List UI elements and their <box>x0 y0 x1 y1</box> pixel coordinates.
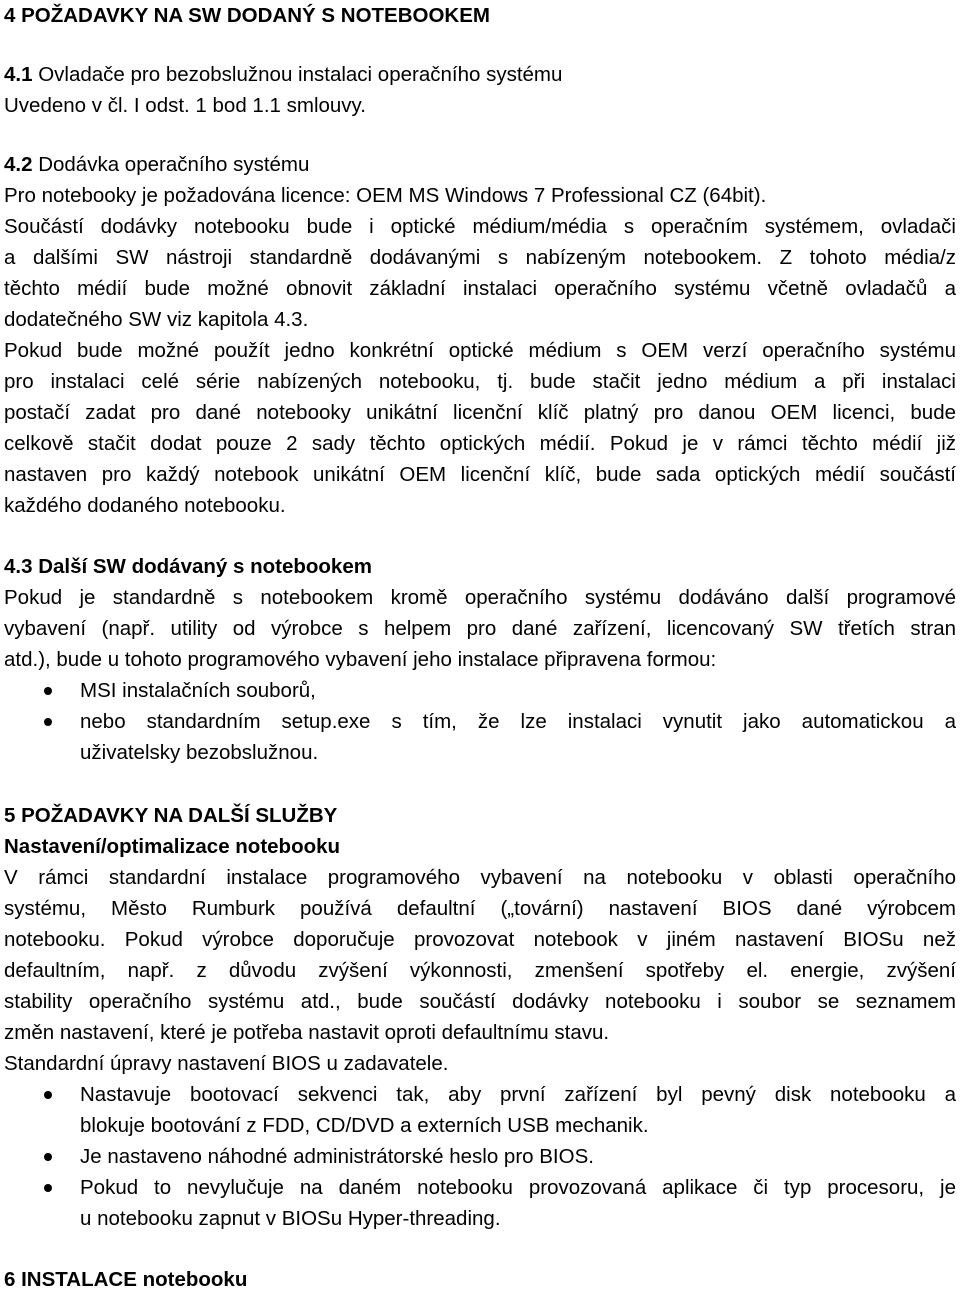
text-line: Pokud je standardně s notebookem kromě operačního systému dodáváno další programové <box>4 586 956 609</box>
text-line: systému, Město Rumburk používá defaultní („tovární) nastavení BIOS dané výrobcem <box>4 897 956 920</box>
text-line: Pro notebooky je požadována licence: OEM MS Windows 7 Professional CZ (64bit). <box>4 184 767 207</box>
list-item: Pokud to nevylučuje na daném notebooku provozovaná aplikace či typ procesoru, je <box>80 1176 956 1199</box>
text-line: vybavení (např. utility od výrobce s helpem pro dané zařízení, licencovaný SW třetích stran <box>4 617 956 640</box>
list-item: nebo standardním setup.exe s tím, že lze instalaci vynutit jako automatickou a <box>80 710 956 733</box>
text-line: Pokud bude možné použít jedno konkrétní optické médium s OEM verzí operačního systému <box>4 339 956 362</box>
text-line: Standardní úpravy nastavení BIOS u zadavatele. <box>4 1052 449 1075</box>
text-line: a dalšími SW nástroji standardně dodávanými s nabízeným notebookem. Z tohoto média/z <box>4 246 956 269</box>
text-line: změn nastavení, které je potřeba nastavit oproti defaultnímu stavu. <box>4 1021 610 1044</box>
list-item-continuation: blokuje bootování z FDD, CD/DVD a externích USB mechanik. <box>80 1114 649 1137</box>
subsection-4-2-heading <box>4 149 956 180</box>
subsection-4-2-number: 4.2 <box>4 153 33 176</box>
text-line: defaultním, např. z důvodu zvýšení výkonnosti, zmenšení spotřeby el. energie, zvýšení <box>4 959 956 982</box>
text-line: notebooku. Pokud výrobce doporučuje provozovat notebook v jiném nastavení BIOSu než <box>4 928 956 951</box>
subsection-4-1-text: Uvedeno v čl. I odst. 1 bod 1.1 smlouvy. <box>4 94 366 117</box>
section-5-subheading: Nastavení/optimalizace notebooku <box>4 835 341 858</box>
text-line: stability operačního systému atd., bude součástí dodávky notebooku i soubor se seznamem <box>4 990 956 1013</box>
list-item: Je nastaveno náhodné administrátorské heslo pro BIOS. <box>80 1145 594 1168</box>
text-line: dodatečného SW viz kapitola 4.3. <box>4 308 309 331</box>
list-item-continuation: u notebooku zapnut v BIOSu Hyper-threading. <box>80 1207 501 1230</box>
text-line: atd.), bude u tohoto programového vybavení jeho instalace připravena formou: <box>4 648 717 671</box>
subsection-4-1-heading <box>4 59 956 90</box>
section-4-heading: 4 POŽADAVKY NA SW DODANÝ S NOTEBOOKEM <box>4 4 490 27</box>
bullet-icon <box>44 1091 52 1099</box>
text-line: celkově stačit dodat pouze 2 sady těchto optických médií. Pokud je v rámci těchto médií již <box>4 432 956 455</box>
bullet-icon <box>44 718 52 726</box>
subsection-4-3-heading: 4.3 Další SW dodávaný s notebookem <box>4 555 372 578</box>
text-line: každého dodaného notebooku. <box>4 494 286 517</box>
text-line: postačí zadat pro dané notebooky unikátní licenční klíč platný pro danou OEM licenci, bude <box>4 401 956 424</box>
text-line: pro instalaci celé série nabízených notebooku, tj. bude stačit jedno médium a při instalaci <box>4 370 956 393</box>
text-line: V rámci standardní instalace programového vybavení na notebooku v oblasti operačního <box>4 866 956 889</box>
text-line: nastaven pro každý notebook unikátní OEM licenční klíč, bude sada optických médií součástí <box>4 463 956 486</box>
subsection-4-2-title: Dodávka operačního systému <box>38 153 310 176</box>
subsection-4-1-title: Ovladače pro bezobslužnou instalaci operačního systému <box>38 63 563 86</box>
list-item-continuation: uživatelsky bezobslužnou. <box>80 741 319 764</box>
text-line: těchto médií bude možné obnovit základní instalaci operačního systému včetně ovladačů a <box>4 277 956 300</box>
list-item: MSI instalačních souborů, <box>80 679 316 702</box>
bullet-icon <box>44 687 52 695</box>
text-line: Součástí dodávky notebooku bude i optické médium/média s operačním systémem, ovladači <box>4 215 956 238</box>
list-item: Nastavuje bootovací sekvenci tak, aby první zařízení byl pevný disk notebooku a <box>80 1083 956 1106</box>
subsection-4-1-number: 4.1 <box>4 63 33 86</box>
section-5-heading: 5 POŽADAVKY NA DALŠÍ SLUŽBY <box>4 804 338 827</box>
bullet-icon <box>44 1153 52 1161</box>
section-6-heading: 6 INSTALACE notebooku <box>4 1268 248 1291</box>
bullet-icon <box>44 1184 52 1192</box>
